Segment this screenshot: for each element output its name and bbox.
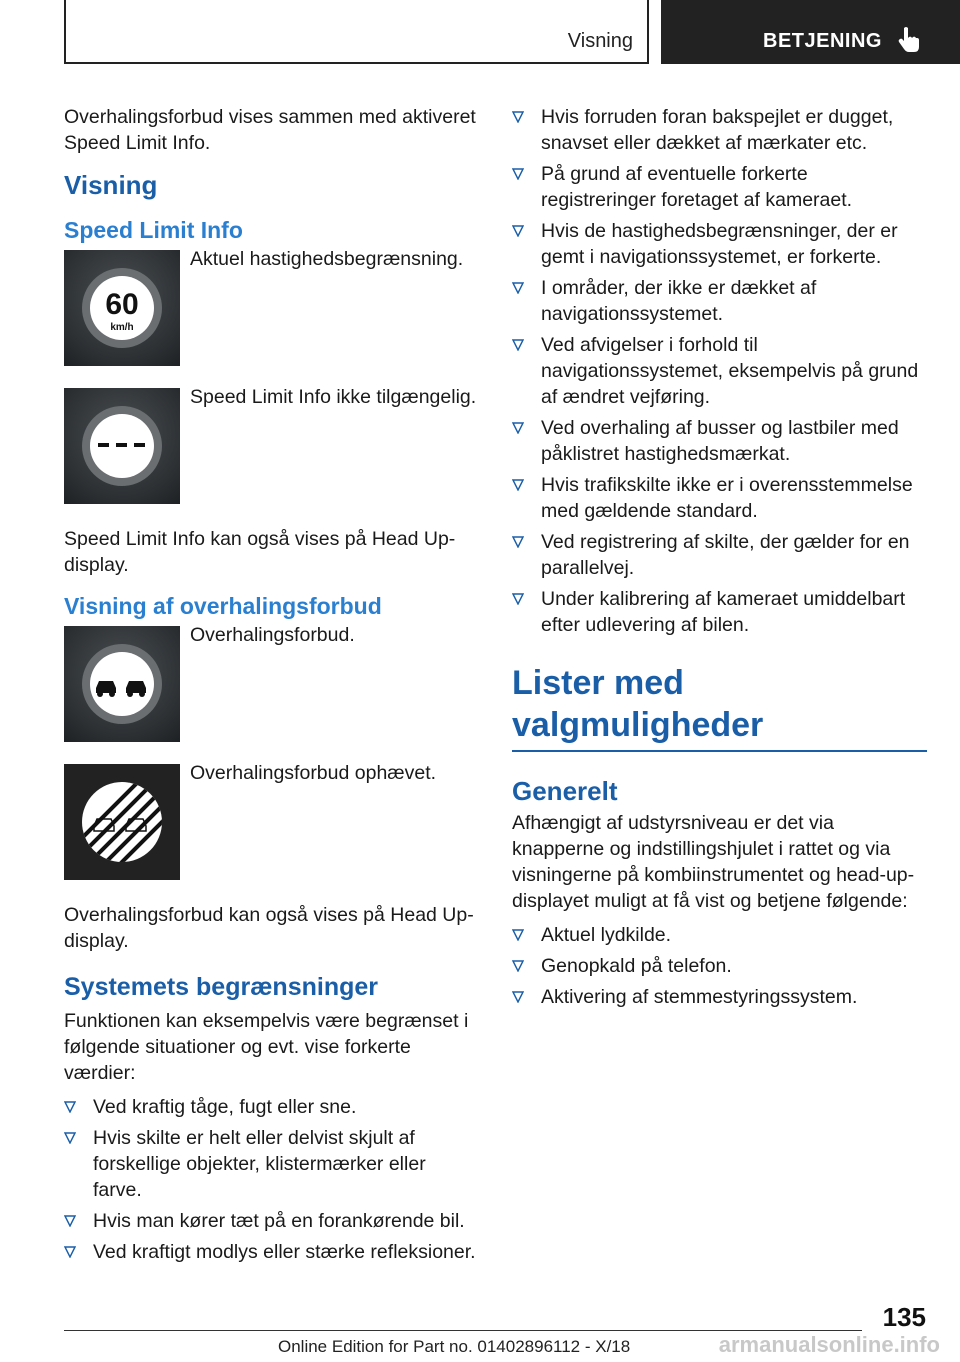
limits-list (64, 1094, 479, 1265)
triangle-bullet-icon (512, 593, 524, 605)
list-item: Hvis de hastighedsbegrænsninger, der er gemt i navigationssystemet, er forkerte. (512, 218, 927, 270)
header-section-box (64, 0, 649, 64)
heading-system-limits: Systemets begrænsninger (64, 973, 378, 1001)
watermark: armanualsonline.info (718, 1332, 940, 1357)
sign-unit: km/h (110, 322, 134, 333)
triangle-bullet-icon (64, 1101, 76, 1113)
triangle-bullet-icon (512, 339, 524, 351)
list-item: Aktivering af stemmestyringssystem. (512, 984, 927, 1010)
hud-note-overtaking: Overhalingsforbud kan også vises på Head Up-display. (64, 904, 474, 952)
triangle-bullet-icon (512, 282, 524, 294)
triangle-bullet-icon (512, 536, 524, 548)
heading-overtaking-display: Visning af overhalingsforbud (64, 593, 382, 619)
header-chapter-title: BETJENING (763, 30, 882, 52)
end-no-overtaking-image (64, 764, 180, 880)
triangle-bullet-icon (64, 1246, 76, 1258)
intro-text: Overhalingsforbud vises sammen med aktiveret Speed Limit Info. (64, 106, 476, 154)
header-chapter-box (661, 0, 960, 64)
header-section-title: Visning (567, 30, 633, 52)
figure-caption-unavailable: Speed Limit Info ikke tilgængelig. (190, 386, 477, 408)
heading-option-lists: Lister med valgmuligheder (512, 662, 927, 752)
figure-caption-end-no-overtaking: Overhalingsforbud ophævet. (190, 762, 437, 784)
list-item: Hvis trafikskilte ikke er i overensstemmelse med gældende standard. (512, 472, 927, 524)
figure-end-no-overtaking (64, 764, 479, 880)
hand-pointer-icon (897, 26, 921, 54)
list-item: Hvis forruden foran bakspejlet er dugget, snavset eller dækket af mærkater etc. (512, 104, 927, 156)
triangle-bullet-icon (512, 111, 524, 123)
triangle-bullet-icon (512, 422, 524, 434)
list-item: Ved overhaling af busser og lastbiler med påklistret hastighedsmærkat. (512, 415, 927, 467)
triangle-bullet-icon (512, 929, 524, 941)
triangle-bullet-icon (512, 225, 524, 237)
heading-speed-limit-info: Speed Limit Info (64, 217, 243, 243)
list-item: Hvis skilte er helt eller delvist skjult af forskellige objekter, klistermærker eller farve. (64, 1125, 479, 1203)
footer-divider (64, 1330, 862, 1331)
footer-edition: Online Edition for Part no. 01402896112 - X/18 (278, 1337, 631, 1356)
page-number: 135 (882, 1302, 926, 1332)
list-item: Ved kraftigt modlys eller stærke refleksioner. (64, 1239, 479, 1265)
hud-note-speed-limit: Speed Limit Info kan også vises på Head Up-display. (64, 528, 456, 576)
triangle-bullet-icon (512, 168, 524, 180)
list-item: Hvis man kører tæt på en forankørende bil. (64, 1208, 479, 1234)
speed-sign-unavailable-icon (64, 388, 180, 504)
triangle-bullet-icon (512, 991, 524, 1003)
options-list (512, 922, 927, 1010)
no-overtaking-sign-icon (64, 626, 180, 742)
triangle-bullet-icon (512, 479, 524, 491)
list-item: Under kalibrering af kameraet umiddelbart efter udlevering af bilen. (512, 586, 927, 638)
list-item: Ved kraftig tåge, fugt eller sne. (64, 1094, 479, 1120)
no-overtaking-image (64, 626, 180, 742)
list-item: Ved afvigelser i forhold til navigationssystemet, eksempelvis på grund af ændret vejføring. (512, 332, 927, 410)
limits-intro: Funktionen kan eksempelvis være begrænset i følgende situationer og evt. vise forkerte værdier: (64, 1010, 469, 1084)
list-item: I områder, der ikke er dækket af navigationssystemet. (512, 275, 927, 327)
figure-caption-no-overtaking: Overhalingsforbud. (190, 624, 355, 646)
list-item: Aktuel lydkilde. (512, 922, 927, 948)
figure-caption-current-limit: Aktuel hastighedsbegrænsning. (190, 248, 464, 270)
list-item: På grund af eventuelle forkerte registreringer foretaget af kameraet. (512, 161, 927, 213)
sign-number: 60 (105, 288, 139, 321)
left-column (64, 104, 479, 1275)
heading-general: Generelt (512, 776, 618, 806)
speed-limit-unavailable-image (64, 388, 180, 504)
general-text: Afhængigt af udstyrsniveau er det via knapperne og indstillingshjulet i rattet og via visningerne på kombiinstrumentet og head-up-displayet muligt at få vist og betjene følgende: (512, 812, 915, 912)
speed-limit-60-image (64, 250, 180, 366)
figure-speed-limit-60 (64, 250, 479, 366)
heading-visning: Visning (64, 170, 158, 200)
list-item: Genopkald på telefon. (512, 953, 927, 979)
triangle-bullet-icon (64, 1215, 76, 1227)
figure-speed-limit-unavailable (64, 388, 479, 504)
triangle-bullet-icon (64, 1132, 76, 1144)
list-item: Ved registrering af skilte, der gælder for en parallelvej. (512, 529, 927, 581)
end-no-overtaking-sign-icon (64, 764, 180, 880)
triangle-bullet-icon (512, 960, 524, 972)
limits-list-continued (512, 104, 927, 638)
right-column (512, 104, 927, 1020)
figure-no-overtaking (64, 626, 479, 742)
speed-sign-60-icon (64, 250, 180, 366)
